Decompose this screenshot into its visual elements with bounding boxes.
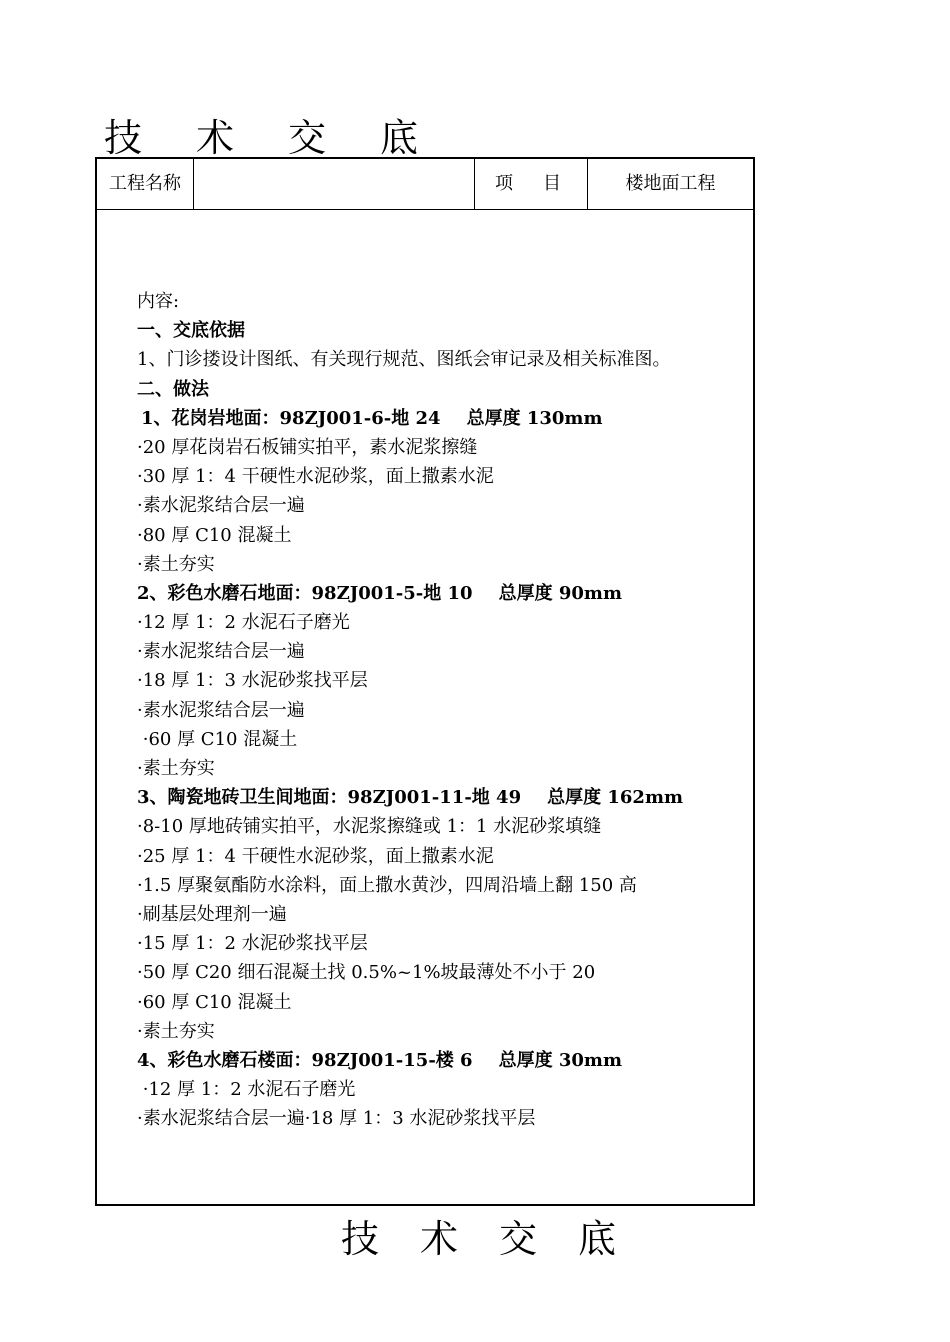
list-item: ·30 厚 1：4 干硬性水泥砂浆，面上撒素水泥	[137, 466, 494, 488]
section1-heading: 一、交底依据	[137, 320, 245, 342]
footer-title: 技术交底	[341, 1217, 658, 1261]
list-item: ·80 厚 C10 混凝土	[137, 524, 292, 546]
list-item: ·8-10 厚地砖铺实拍平，水泥浆擦缝或 1：1 水泥砂浆填缝	[137, 816, 602, 838]
list-item: ·素土夯实	[137, 1020, 215, 1042]
list-item: ·50 厚 C20 细石混凝土找 0.5%~1%坡最薄处不小于 20	[137, 962, 596, 984]
sub2-total: 总厚度 90mm	[498, 582, 623, 604]
sub4-heading	[137, 1046, 737, 1075]
sub4-total: 总厚度 30mm	[498, 1049, 623, 1071]
sub3-title: 3、陶瓷地砖卫生间地面：98ZJ001-11-地 49	[137, 787, 522, 809]
section1-text: 1、门诊搂设计图纸、有关现行规范、图纸会审记录及相关标准图。	[137, 349, 671, 371]
list-item: ·素水泥浆结合层一遍	[137, 699, 305, 721]
list-item: ·素土夯实	[137, 758, 215, 779]
sub2-heading	[137, 579, 737, 608]
content-body	[137, 287, 737, 1133]
sub1-total: 总厚度 130mm	[466, 407, 603, 429]
content-label: 内容:	[137, 291, 180, 312]
list-item: ·12 厚 1：2 水泥石子磨光	[137, 612, 350, 634]
sub4-title: 4、彩色水磨石楼面：98ZJ001-15-楼 6	[137, 1049, 473, 1071]
list-item: ·25 厚 1：4 干硬性水泥砂浆，面上撒素水泥	[137, 845, 494, 867]
item-label: 项目	[475, 159, 588, 209]
list-item: ·15 厚 1：2 水泥砂浆找平层	[137, 933, 368, 955]
list-item: ·素水泥浆结合层一遍	[137, 641, 305, 663]
list-item: ·20 厚花岗岩石板铺实拍平，素水泥浆擦缝	[137, 436, 478, 458]
list-item: ·1.5 厚聚氨酯防水涂料，面上撒水黄沙，四周沿墙上翻 150 高	[137, 874, 637, 896]
list-item: ·素水泥浆结合层一遍	[137, 495, 305, 517]
list-item: ·素土夯实	[137, 553, 215, 575]
project-name-label: 工程名称	[97, 159, 194, 209]
list-item: ·60 厚 C10 混凝土	[137, 728, 298, 750]
disclosure-table	[95, 157, 755, 1206]
sub1-heading	[137, 404, 737, 433]
sub3-heading	[137, 783, 737, 812]
item-value: 楼地面工程	[625, 173, 716, 194]
list-item: ·刷基层处理剂一遍	[137, 903, 287, 925]
sub3-total: 总厚度 162mm	[547, 787, 684, 809]
header-row	[97, 159, 753, 210]
sub1-title: 1、花岗岩地面：98ZJ001-6-地 24	[141, 407, 441, 429]
section2-heading: 二、做法	[137, 378, 209, 400]
list-item: ·素水泥浆结合层一遍·18 厚 1：3 水泥砂浆找平层	[137, 1108, 536, 1130]
list-item: ·12 厚 1：2 水泥石子磨光	[137, 1079, 356, 1101]
project-name-value	[194, 159, 475, 209]
document-title: 技术交底	[104, 116, 473, 160]
list-item: ·18 厚 1：3 水泥砂浆找平层	[137, 670, 368, 692]
list-item: ·60 厚 C10 混凝土	[137, 991, 292, 1013]
sub2-title: 2、彩色水磨石地面：98ZJ001-5-地 10	[137, 582, 473, 604]
